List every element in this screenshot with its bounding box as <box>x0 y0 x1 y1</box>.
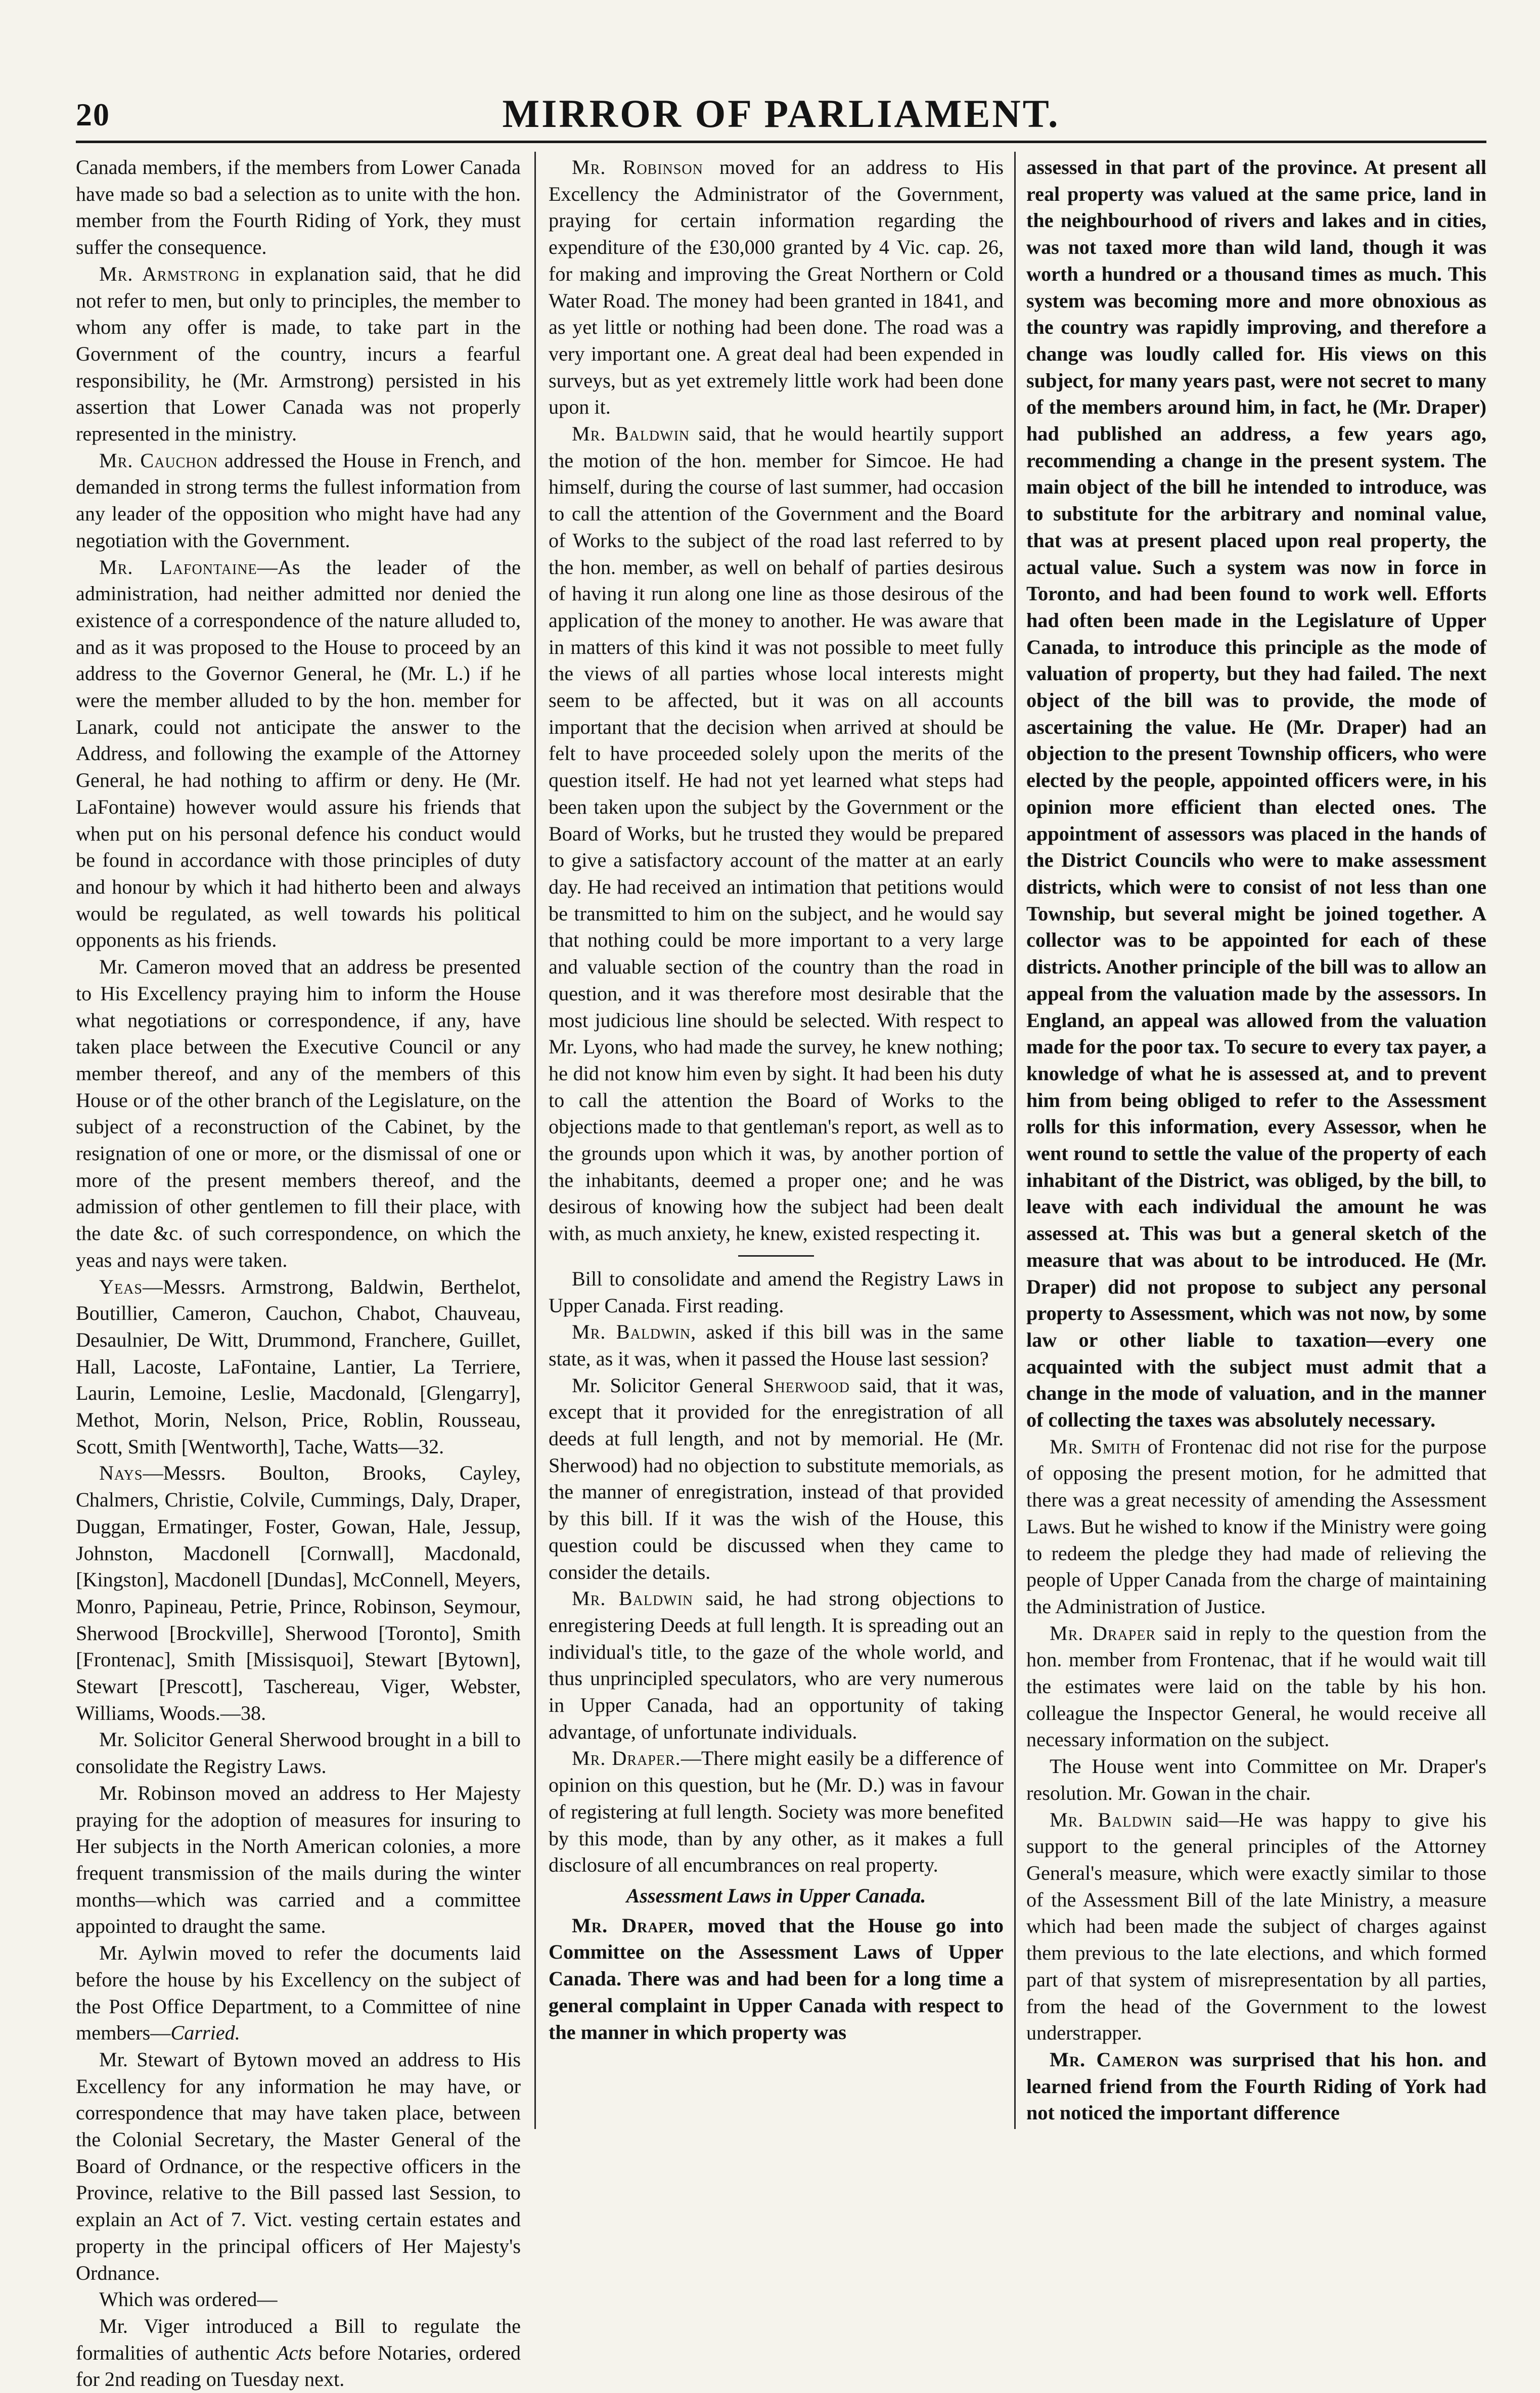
yeas-label: Yeas <box>99 1275 143 1298</box>
nays-list: Nays—Messrs. Boulton, Brooks, Cayley, Chalmers, Christie, Colvile, Cummings, Daly, Draper, Duggan, Ermatinger, Foster, Gowan, Hale, Jessup, Johnston, Macdonell [Cornwall], Macdonald, [Kingston], Macdonell [Dundas], McConnell, Meyers, Monro, Papineau, Petrie, Prince, Robinson, Seymour, Sherwood [Brockville], Sherwood [Toronto], Smith [Frontenac], Smith [Missisquoi], Stewart [Bytown], Stewart [Prescott], Taschereau, Viger, Webster, Williams, Woods.—38. <box>76 1461 521 1724</box>
column-3 <box>1026 154 1486 2126</box>
speaker-name: Mr. Draper <box>1050 1621 1156 1645</box>
paragraph: assessed in that part of the province. At present all real property was valued at the same price, land in the neighbourhood of rivers and lakes and in cities, was not taxed more than wild land, though it was worth a hundred or a thousand times as much. This system was becoming more and more obnoxious as the country was rapidly improving, and therefore a change was loudly called for. His views on this subject, for many years past, were not secret to many of the members around him, in fact, he (Mr. Draper) had published an address, a few years ago, recommending a change in the present system. The main object of the bill he intended to introduce, was to substitute for the arbitrary and nominal value, that was at present placed upon real property, the actual value. Such a system was now in force in Toronto, and had been found to work well. Efforts had often been made in the Legislature of Upper Canada, to introduce this principle as the mode of valuation of property, but they had failed. The next object of the bill was to provide, the mode of ascertaining the value. He (Mr. Draper) had an objection to the present Township officers, who were elected by the people, appointed officers were, in his opinion more efficient than elected ones. The appointment of assessors was placed in the hands of the District Councils who were to make assessment districts, which were to consist of not less than one Township, but several might be joined together. A collector was to be appointed for each of these districts. Another principle of the bill was to allow an appeal from the valuation made by the assessors. In England, an appeal was allowed from the valuation made for the poor tax. To secure to every tax payer, a knowledge of what he is assessed at, and to prevent him from being obliged to refer to the Assessment rolls for this information, every Assessor, when he went round to settle the value of the property of each inhabitant of the District, was obliged, by the bill, to leave with each individual the amount he was assessed at. This was but a general sketch of the measure that was about to be introduced. He (Mr. Draper) did not propose to subject any personal property to Assessment, which was not now, by some law or other liable to taxation—every one acquainted with the subject must admit that a change in the mode of valuation, and in the manner of collecting the taxes was absolutely necessary. <box>1026 156 1486 1432</box>
paragraph: Which was ordered— <box>99 2288 278 2311</box>
speaker-name: Mr. Baldwin <box>572 1587 694 1610</box>
page-header <box>76 91 1486 142</box>
speaker-name: Mr. Cauchon <box>99 449 218 472</box>
column-1 <box>76 154 521 2391</box>
paragraph: Mr. Cameron moved that an address be presented to His Excellency praying him to inform the House what negotiations or correspondence, if any, have taken place between the Executive Council or any member thereof, and any of the members of this House or of the other branch of the Legislature, on the subject of a reconstruction of the Cabinet, by the resignation of one or more, or the dismissal of one or more of the present members thereof, and the admission of other gentlemen to fill their place, with the date &c. of such correspondence, on which the yeas and nays were taken. <box>76 955 521 1271</box>
column-divider-2 <box>1014 152 1016 2129</box>
speaker-name: Mr. Robinson <box>572 156 703 179</box>
carried-note: Carried. <box>170 2021 240 2045</box>
paragraph: Mr. Draper, moved that the House go into Committee on the Assessment Laws of Upper Canada. There was and had been for a long time a general complaint in Upper Canada with respect to the manner in which property was <box>549 1914 1004 2044</box>
speaker-name: Mr. Draper, <box>572 1914 694 1937</box>
masthead-title: MIRROR OF PARLIAMENT. <box>502 92 1060 136</box>
paragraph: Mr. Baldwin said—He was happy to give his support to the general principles of the Attorney General's measure, which were exactly similar to those of the Assessment Bill of the late Ministry, a measure which had been made the subject of charges against them previous to the late elections, and which formed part of that system of misrepresentation by all parties, from the head of the Government to the lowest understrapper. <box>1026 1808 1487 2045</box>
paragraph: Bill to consolidate and amend the Registry Laws in Upper Canada. First reading. <box>549 1267 1004 1317</box>
paragraph: Mr. Solicitor General Sherwood brought in a bill to consolidate the Registry Laws. <box>76 1728 521 1778</box>
paragraph: Canada members, if the members from Lower Canada have made so bad a selection as to unite with the hon. member from the Fourth Riding of York, they must suffer the consequence. <box>76 156 521 259</box>
paragraph: Mr. Baldwin, asked if this bill was in the same state, as it was, when it passed the House last session? <box>549 1320 1004 1370</box>
nays-label: Nays <box>99 1461 143 1485</box>
speaker-name: Mr. Armstrong <box>99 262 240 285</box>
section-heading: Assessment Laws in Upper Canada. <box>626 1884 926 1907</box>
paragraph: Mr. Aylwin moved to refer the documents laid before the house by his Excellency on the subject of the Post Office Department, to a Committee of nine members—Carried. <box>76 1941 521 2045</box>
column-2 <box>549 154 1004 2126</box>
speaker-name: Mr. Baldwin, <box>572 1320 697 1344</box>
speaker-name: Mr. Draper. <box>572 1747 681 1770</box>
header-rule <box>76 141 1486 143</box>
paragraph: Mr. Lafontaine—As the leader of the administration, had neither admitted nor denied the existence of a correspondence of the nature alluded to, and as it was proposed to the House to proceed by an address to the Governor General, he (Mr. L.) if he were the member alluded to by the hon. member for Lanark, could not anticipate the answer to the Address, and following the example of the Attorney General, he had nothing to affirm or deny. He (Mr. LaFontaine) however would assure his friends that when put on his personal defence his conduct would be found in accordance with those principles of duty and honour by which it had hitherto been and always would be regulated, as well towards his political opponents as his friends. <box>76 555 521 952</box>
paragraph: Mr. Robinson moved an address to Her Majesty praying for the adoption of measures for insuring to Her subjects in the North American colonies, a more frequent transmission of the mails during the winter months—which was carried and a committee appointed to draught the same. <box>76 1781 521 1938</box>
page-number: 20 <box>76 97 110 132</box>
paragraph: Mr. Stewart of Bytown moved an address to His Excellency for any information he may have, or correspondence that may have taken place, between the Colonial Secretary, the Master General of the Board of Ordnance, or the respective officers in the Province, relative to the Bill passed last Session, to explain an Act of 7. Vict. vesting certain estates and property in the principal officers of Her Majesty's Ordnance. <box>76 2048 521 2284</box>
paragraph: The House went into Committee on Mr. Draper's resolution. Mr. Gowan in the chair. <box>1026 1755 1486 1804</box>
speaker-name: Mr. Lafontaine <box>99 555 257 579</box>
paragraph: Mr. Baldwin said, he had strong objections to enregistering Deeds at full length. It is spreading out an individual's title, to the gaze of the whole world, and thus unprincipled speculators, who are very numerous in Upper Canada, had an opportunity of taking advantage, of unfortunate individuals. <box>549 1587 1004 1743</box>
column-divider-1 <box>534 152 536 2129</box>
paragraph: Mr. Viger introduced a Bill to regulate the formalities of authentic Acts before Notaries, ordered for 2nd reading on Tuesday next. <box>76 2314 521 2391</box>
paragraph: Mr. Draper.—There might easily be a difference of opinion on this question, but he (Mr. D.) was in favour of registering at full length. Society was more benefited by this mode, than by any other, as it makes a full disclosure of all encumbrances on real property. <box>549 1747 1004 1877</box>
speaker-name: Mr. Baldwin <box>1050 1808 1172 1831</box>
section-divider <box>738 1255 814 1257</box>
paragraph: Mr. Armstrong in explanation said, that he did not refer to men, but only to principles, the member to whom any offer is made, to take part in the Government of the country, incurs a fearful responsibility, he (Mr. Armstrong) persisted in his assertion that Lower Canada was not properly represented in the ministry. <box>76 262 521 446</box>
paragraph: Mr. Cauchon addressed the House in French, and demanded in strong terms the fullest information from any leader of the opposition who might have had any negotiation with the Government. <box>76 449 521 552</box>
paragraph: Mr. Robinson moved for an address to His Excellency the Administrator of the Government, praying for certain information regarding the expenditure of the £30,000 granted by 4 Vic. cap. 26, for making and improving the Great Northern or Cold Water Road. The money had been granted in 1841, and as yet little or nothing had been done. The road was a very important one. A great deal had been expended in surveys, but as yet extremely little work had been done upon it. <box>549 156 1004 419</box>
speaker-name: Mr. Smith <box>1050 1435 1141 1458</box>
paragraph: Mr. Baldwin said, that he would heartily support the motion of the hon. member for Simcoe. He had himself, during the course of last summer, had occasion to call the attention of the Government and the Board of Works to the subject of the road last referred to by the hon. member, as well on behalf of parties desirous of having it run along one line as those desirous of the application of the money to another. He was aware that in matters of this kind it was not possible to meet fully the views of all parties whose local interests might seem to be affected, but it was on all accounts important that the decision when arrived at should be felt to have proceeded solely upon the merits of the question itself. He had not yet learned what steps had been taken upon the subject by the Government or the Board of Works, but he trusted they would be prepared to give a satisfactory account of the matter at an early day. He had received an intimation that petitions would be transmitted to him on the subject, and he would say that nothing could be more important to a very large and valuable section of the country than the road in question, and it was therefore most desirable that the most judicious line should be selected. With respect to Mr. Lyons, who had made the survey, he knew nothing; he did not know him even by sight. It had been his duty to call the attention the Board of Works to the objections made to that gentleman's report, as well as to the grounds upon which it was, by another portion of the inhabitants, deemed a proper one; and he was desirous of knowing how the subject had been dealt with, as much anxiety, he knew, existed respecting it. <box>549 422 1004 1245</box>
speaker-name: Mr. Baldwin <box>572 422 690 446</box>
paragraph: Mr. Cameron was surprised that his hon. and learned friend from the Fourth Riding of York had not noticed the important difference <box>1026 2048 1487 2124</box>
paragraph: Mr. Smith of Frontenac did not rise for the purpose of opposing the present motion, for he admitted that there was a great necessity of amending the Assessment Laws. But he wished to know if the Ministry were going to redeem the pledge they had made of relieving the people of Upper Canada from the charge of maintaining the Administration of Justice. <box>1026 1435 1486 1618</box>
paragraph: Mr. Solicitor General Sherwood said, that it was, except that it provided for the enregistration of all deeds at full length, and not by memorial. He (Mr. Sherwood) had no objection to substitute memorials, as the manner of enregistration, instead of that provided by this bill. If it was the wish of the House, this question could be discussed when they came to consider the details. <box>549 1373 1004 1583</box>
speaker-name: Mr. Cameron <box>1050 2048 1180 2071</box>
paragraph: Mr. Draper said in reply to the question from the hon. member from Frontenac, that if he would wait till the estimates were laid on the table by his hon. colleague the Inspector General, he would receive all necessary information on the subject. <box>1026 1621 1486 1751</box>
yeas-list: Yeas—Messrs. Armstrong, Baldwin, Berthelot, Boutillier, Cameron, Cauchon, Chabot, Chauveau, Desaulnier, De Witt, Drummond, Franchere, Guillet, Hall, Lacoste, LaFontaine, Lantier, La Terriere, Laurin, Lemoine, Leslie, Macdonald, [Glengarry], Methot, Morin, Nelson, Price, Roblin, Rousseau, Scott, Smith [Wentworth], Tache, Watts—32. <box>76 1275 521 1458</box>
speaker-name: Sherwood <box>763 1373 850 1397</box>
